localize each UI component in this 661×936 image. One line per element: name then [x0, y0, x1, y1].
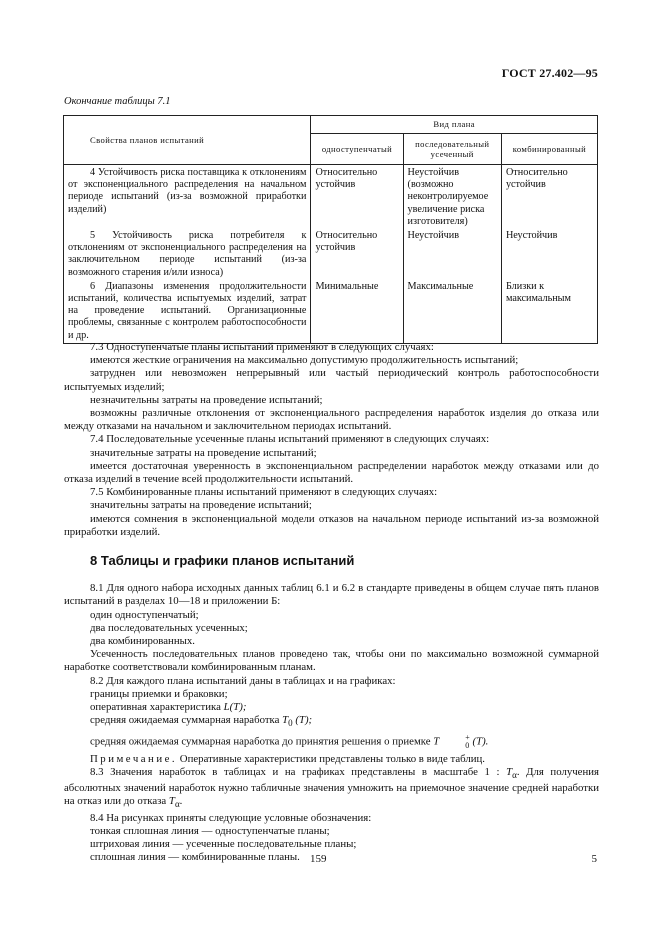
row-combined: Близки к максимальным	[501, 280, 597, 344]
oc-prefix: оперативная характеристика	[90, 701, 224, 714]
paragraph-7-5: 7.5 Комбинированные планы испытаний применяют в следующих случаях:	[90, 486, 438, 499]
legend-item: тонкая сплошная линия — одноступенчатые планы;	[90, 824, 330, 837]
row-property: 5 Устойчивость риска потребителя к отклонениям от экспоненциального распределения на заключительном периоде испытаний (из-за возможного старения и/или износа)	[64, 229, 311, 280]
row-single: Относительно устойчив	[311, 165, 403, 230]
page-number: 159	[310, 853, 327, 865]
list-item: имеется достаточная уверенность в экспоненциальном распределении наработок между отказами или до отказа изделий в течение всей продолжительности испытаний.	[64, 459, 599, 486]
list-item: два комбинированных.	[90, 635, 195, 648]
note-label: Примечание.	[90, 752, 178, 765]
row-sequential: Максимальные	[403, 280, 501, 344]
list-item-oc	[64, 701, 599, 714]
p8-3-function: T	[506, 765, 513, 778]
p8-3-subscript: α	[512, 770, 517, 780]
note	[64, 753, 599, 766]
avg-argument: (T);	[292, 714, 313, 727]
legend-item: штриховая линия — усеченные последовательные планы;	[90, 838, 357, 851]
list-item: возможны различные отклонения от экспоненциального распределения наработок изделия до отказа или между отказами на начальном и заключительном периодах испытаний.	[64, 407, 599, 433]
table-row	[64, 280, 598, 344]
oc-function: L	[223, 701, 230, 714]
section-heading: 8 Таблицы и графики планов испытаний	[90, 553, 355, 569]
accept-superscript: +	[465, 732, 470, 742]
list-item: границы приемки и браковки;	[90, 687, 228, 700]
plans-comparison-table	[63, 115, 598, 344]
row-property: 4 Устойчивость риска поставщика к отклонениям от экспоненциального распределения на начальном периоде испытаний (из-за возможной приработки изделий)	[64, 165, 311, 230]
row-single: Минимальные	[311, 280, 403, 344]
table-header-property: Свойства планов испытаний	[64, 116, 311, 165]
p8-3-middle: . Для получения абсолютных значений наработок нужно табличные значения умножить на приемочное значение средней наработки на отказ или до отказа	[64, 765, 599, 808]
table-caption: Окончание таблицы 7.1	[64, 96, 171, 107]
list-item: имеются жесткие ограничения на максимально допустимую продолжительность испытаний;	[90, 354, 519, 367]
list-item: значительны затраты на проведение испытаний;	[90, 499, 312, 512]
list-item: значительные затраты на проведение испытаний;	[90, 446, 317, 459]
paragraph-8-1: 8.1 Для одного набора исходных данных таблиц 6.1 и 6.2 в стандарте приведены в общем случае пять планов испытаний в разделах 10—18 и приложении Б:	[64, 582, 599, 608]
avg-function: T	[282, 714, 289, 727]
table-row	[64, 165, 598, 230]
p8-3-end: .	[179, 795, 183, 808]
table-header-sequential: последовательный усеченный	[403, 133, 501, 164]
paragraph-7-4: 7.4 Последовательные усеченные планы испытаний применяют в следующих случаях:	[90, 433, 490, 446]
accept-subscript: 0	[465, 740, 470, 750]
p8-3-prefix: 8.3 Значения наработок в таблицах и на графиках представлены в масштабе 1 :	[90, 765, 507, 778]
p8-3-function-end: T	[168, 795, 175, 808]
list-item: затруднен или невозможен непрерывный или частый периодический контроль работоспособности испытуемых изделий;	[64, 367, 599, 393]
row-sequential: Неустойчив (возможно неконтролируемое увеличение риска изготовителя)	[403, 165, 501, 230]
list-item: незначительны затраты на проведение испытаний;	[90, 393, 323, 406]
row-property: 6 Диапазоны изменения продолжительности испытаний, количества испытуемых изделий, затрат на проведение испытаний. Организационные проблемы, связанные с контролем работоспособности и др.	[64, 280, 311, 344]
paragraph-7-3: 7.3 Одноступенчатые планы испытаний применяют в следующих случаях:	[90, 341, 434, 353]
avg-subscript: 0	[288, 718, 293, 729]
paragraph-8-2: 8.2 Для каждого плана испытаний даны в таблицах и на графиках:	[90, 674, 396, 687]
list-item-avg	[64, 714, 599, 730]
row-combined: Неустойчив	[501, 229, 597, 280]
list-item: один одноступенчатый;	[90, 608, 199, 621]
p8-3-subscript-end: α	[174, 799, 180, 810]
document-code: ГОСТ 27.402—95	[501, 66, 598, 80]
table-header-plan-type: Вид плана	[311, 116, 598, 134]
paragraph-8-3	[64, 766, 599, 812]
legend-item: сплошная линия — комбинированные планы.	[90, 851, 300, 864]
list-item: два последовательных усеченных;	[90, 621, 248, 634]
row-combined: Относительно устойчив	[501, 165, 597, 230]
avg-prefix: средняя ожидаемая суммарная наработка	[90, 714, 283, 727]
paragraph-8-4: 8.4 На рисунках приняты следующие условные обозначения:	[90, 811, 372, 824]
paragraph-8-1-tail: Усеченность последовательных планов проведено так, чтобы они по максимально возможной суммарной наработке соответствовали комбинированным планам.	[64, 648, 599, 674]
row-sequential: Неустойчив	[403, 229, 501, 280]
table-header-single: одноступенчатый	[311, 133, 403, 164]
accept-function: T	[433, 735, 440, 748]
list-item: имеются сомнения в экспоненциальной модели отказов на начальном периоде испытаний из-за возможной приработки изделий.	[64, 512, 599, 538]
table-row	[64, 229, 598, 280]
document-body	[64, 341, 599, 865]
list-item-accept	[64, 734, 599, 750]
accept-argument: (T).	[469, 735, 489, 748]
row-single: Относительно устойчив	[311, 229, 403, 280]
note-text: Оперативные характеристики представлены только в виде таблиц.	[177, 752, 485, 765]
accept-prefix: средняя ожидаемая суммарная наработка до принятия решения о приемке	[90, 735, 434, 748]
sheet-number: 5	[591, 853, 597, 865]
table-header-combined: комбинированный	[501, 133, 597, 164]
oc-argument: (T);	[229, 701, 247, 714]
